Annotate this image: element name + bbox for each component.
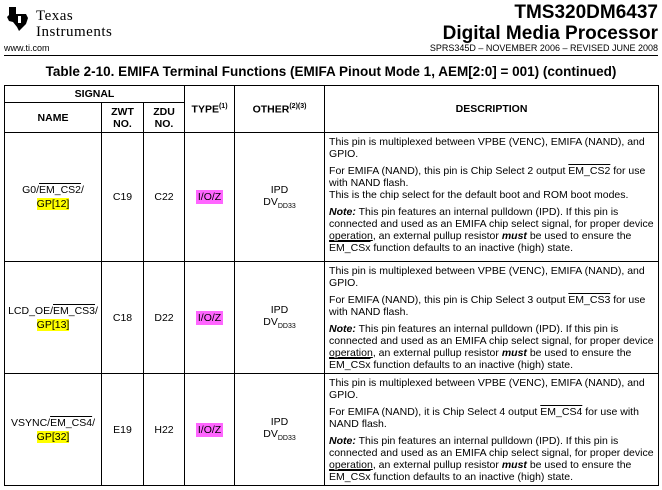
gpio-name: GP[12] [36,198,70,210]
other-info: IPD $DV_{DD33}$ [235,133,325,262]
terminal-functions-table [4,85,659,486]
table-row [5,262,659,374]
signal-name: LCD_OE/EM_CS3/ GP[13] [5,262,102,374]
table-row [5,374,659,486]
texas-state-icon [6,6,30,32]
signal-name: VSYNC/EM_CS4/ GP[32] [5,374,102,486]
company-name-line2: Instruments [36,24,113,40]
other-info: IPD $DV_{DD33}$ [235,374,325,486]
document-title [443,2,658,44]
signal-type: I/O/Z [185,262,235,374]
header-type: TYPE$^{(1)}$ [185,86,235,133]
company-name-line1: Texas [36,8,74,24]
document-number: SPRS345D – NOVEMBER 2006 – REVISED JUNE 2008 [429,43,658,53]
gpio-name: GP[32] [36,430,70,443]
zwt-number: C18 [102,262,144,374]
table-row [5,133,659,262]
header-name: NAME [5,103,102,133]
header-other: $OTHER^{(2)(3)}$ [235,86,325,133]
header-divider [4,55,658,56]
signal-name: G0/EM_CS2/ GP[12] [5,133,102,262]
zdu-number: D22 [144,262,185,374]
gpio-name: GP[13] [36,318,70,331]
table-title: Table 2-10. EMIFA Terminal Functions (EMIFA Pinout Mode 1, AEM[2:0] = 001) (continued) [45,64,617,79]
header-description: DESCRIPTION [325,86,659,133]
zdu-number: H22 [144,374,185,486]
header-signal: SIGNAL [5,86,185,103]
header-zwt: ZWT NO. [102,103,144,133]
zwt-number: C19 [102,133,144,262]
zdu-number: C22 [144,133,185,262]
signal-type: I/O/Z [185,133,235,262]
header-zdu: ZDU NO. [144,103,185,133]
description: This pin is multiplexed between VPBE (VENC), EMIFA (NAND), and GPIO. For EMIFA (NAND), this pin is Chip Select 3 output EM_CS3 for use with NAND flash. Note: This pin features an internal pulldown (IPD). If this pin is connected and used as an EMIFA chip select signal, for proper device operation, an external pullup resistor must be used to ensure the EM_CSx function defaults to an inactive (high) state. [325,262,659,374]
page-header [0,0,662,56]
zwt-number: E19 [102,374,144,486]
description: This pin is multiplexed between VPBE (VENC), EMIFA (NAND), and GPIO. For EMIFA (NAND), it is Chip Select 4 output EM_CS4 for use with NAND flash. Note: This pin features an internal pulldown (IPD). If this pin is connected and used as an EMIFA chip select signal, for proper device operation, an external pullup resistor must be used to ensure the EM_CSx function defaults to an inactive (high) state. [325,374,659,486]
description: This pin is multiplexed between VPBE (VENC), EMIFA (NAND), and GPIO. For EMIFA (NAND), this pin is Chip Select 2 output EM_CS2 for use with NAND flash. This is the chip select for the default boot and ROM boot modes. Note: This pin features an internal pulldown (IPD). If this pin is connected and used as an EMIFA chip select signal, for proper device operation, an external pullup resistor must be used to ensure the EM_CSx function defaults to an inactive (high) state. [325,133,659,262]
ti-logo [6,6,156,46]
website-link[interactable]: www.ti.com [4,43,50,53]
signal-type: I/O/Z [185,374,235,486]
document-title-line2: Digital Media Processor [442,23,658,44]
document-title-line1: TMS320DM6437 [514,2,658,23]
other-info: IPD $DV_{DD33}$ [235,262,325,374]
